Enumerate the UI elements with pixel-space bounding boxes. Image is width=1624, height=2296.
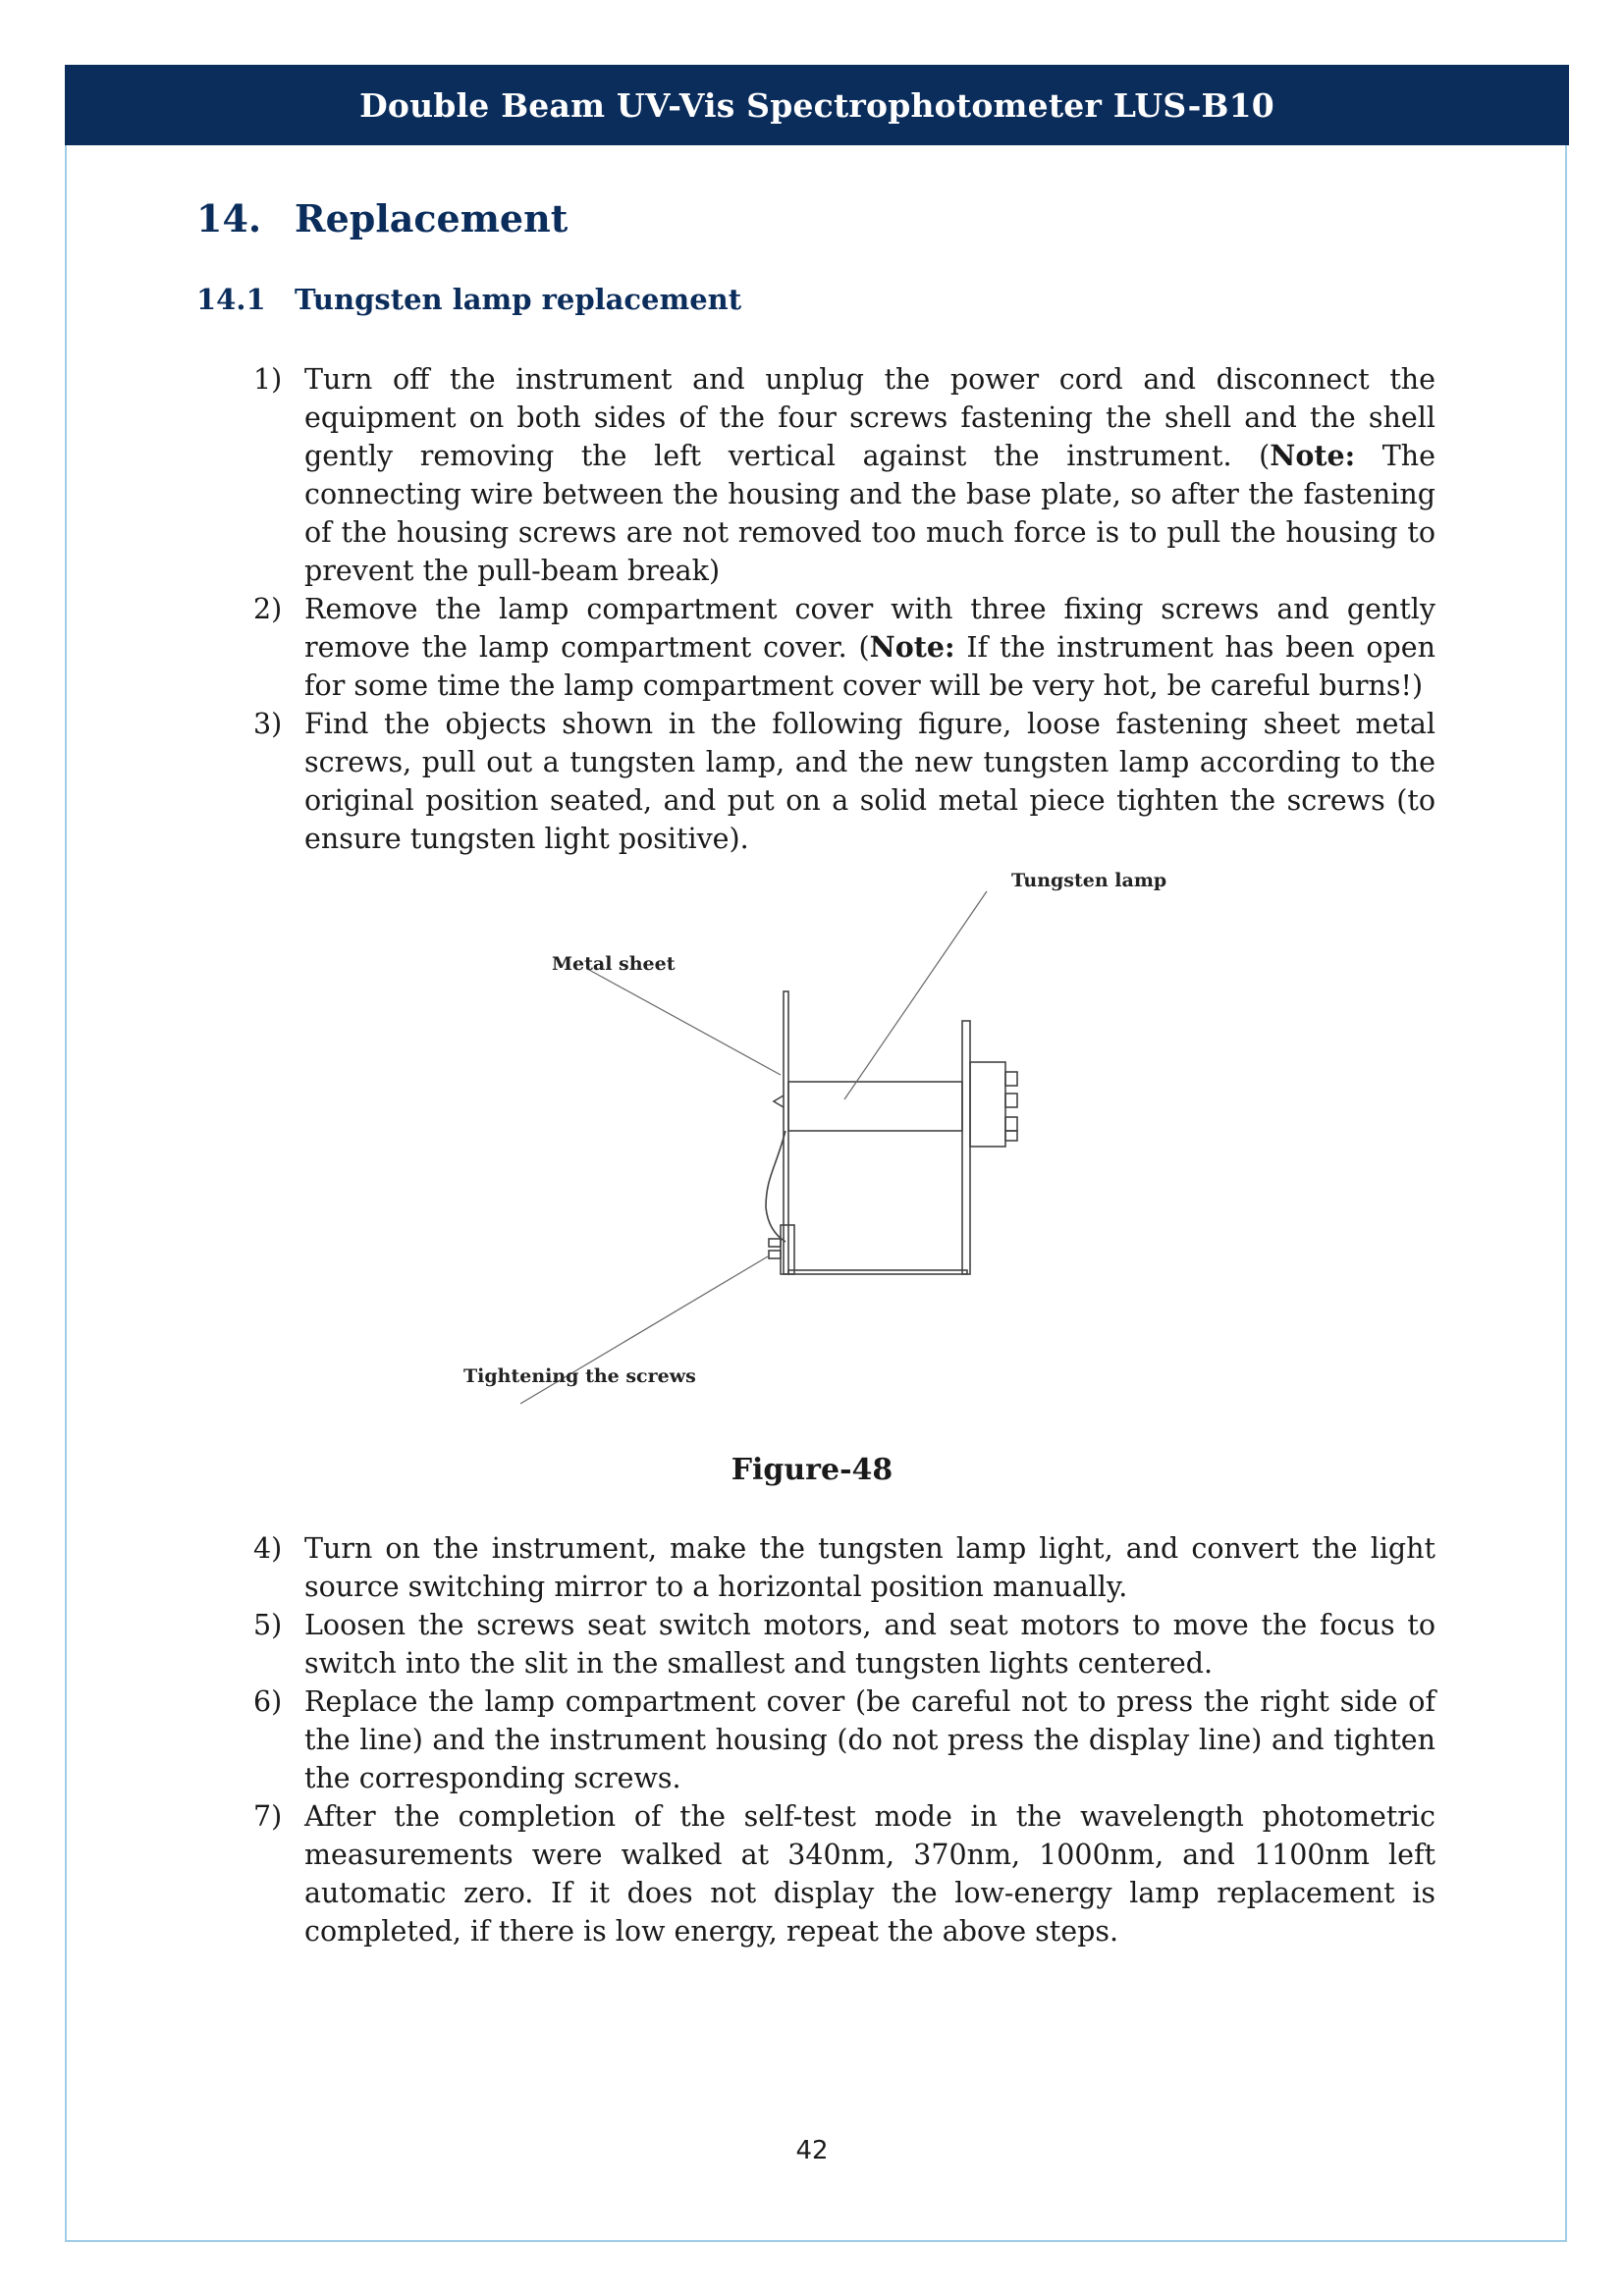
figure-caption: Figure-48 bbox=[731, 1453, 893, 1487]
label-tightening-screws: Tightening the screws bbox=[463, 1365, 696, 1387]
step-text: The connecting wire between the housing and the base plate, so after the fastening of the housing screws are not removed too much force is to pull the housing to prevent the pull-beam break) bbox=[304, 440, 1435, 587]
page-number: 42 bbox=[795, 2136, 829, 2165]
note-label: Note: bbox=[869, 630, 955, 664]
step-marker: 6) bbox=[253, 1685, 283, 1718]
section-title: Replacement bbox=[295, 196, 568, 240]
step-text: After the completion of the self-test mode in the wavelength photometric measurements were walked at 340nm, 370nm, 1000nm, and 1100nm left automatic zero. If it does not display the low-energy lamp replacement is completed, if there is low energy, repeat the above steps. bbox=[304, 1800, 1435, 1948]
step-marker: 1) bbox=[253, 363, 283, 396]
step-text: Loosen the screws seat switch motors, and seat motors to move the focus to switch into the slit in the smallest and tungsten lights centered. bbox=[304, 1609, 1435, 1680]
step-text: If the instrument has been open for some time the lamp compartment cover will be very hot, be careful burns!) bbox=[304, 631, 1435, 702]
step-item bbox=[253, 590, 1435, 705]
lamp-assembly-diagram bbox=[442, 854, 1208, 1423]
document-title: Double Beam UV-Vis Spectrophotometer LUS-B10 bbox=[359, 85, 1274, 125]
steps-list-part-2 bbox=[253, 1529, 1435, 1950]
step-item bbox=[253, 1606, 1435, 1682]
step-text: Remove the lamp compartment cover with three fixing screws and gently remove the lamp compartment cover. ( bbox=[304, 593, 1435, 664]
tungsten-lamp-shape bbox=[788, 1082, 962, 1131]
step-item bbox=[253, 1682, 1435, 1797]
step-marker: 3) bbox=[253, 708, 283, 740]
label-metal-sheet: Metal sheet bbox=[552, 953, 676, 975]
subsection-title: Tungsten lamp replacement bbox=[295, 283, 742, 316]
step-marker: 7) bbox=[253, 1800, 283, 1833]
step-item bbox=[253, 360, 1435, 590]
steps-list-part-1 bbox=[253, 360, 1435, 858]
step-marker: 4) bbox=[253, 1532, 283, 1565]
step-text: Turn on the instrument, make the tungsten lamp light, and convert the light source switching mirror to a horizontal position manually. bbox=[304, 1532, 1435, 1603]
label-tungsten-lamp: Tungsten lamp bbox=[1011, 870, 1167, 891]
step-item bbox=[253, 1797, 1435, 1950]
tungsten-lamp-figure bbox=[442, 854, 1208, 1423]
step-text: Replace the lamp compartment cover (be careful not to press the right side of the line) and the instrument housing (do not press the display line) and tighten the corresponding screws. bbox=[304, 1685, 1435, 1794]
step-marker: 2) bbox=[253, 593, 283, 625]
document-header bbox=[65, 65, 1569, 145]
step-text: Find the objects shown in the following figure, loose fastening sheet metal screws, pull out a tungsten lamp, and the new tungsten lamp according to the original position seated, and put on a solid metal piece tighten the screws (to ensure tungsten light positive). bbox=[304, 708, 1435, 855]
step-text: Turn off the instrument and unplug the power cord and disconnect the equipment on both sides of the four screws fastening the shell and the shell gently removing the left vertical against the instrument. ( bbox=[304, 363, 1435, 472]
section-heading bbox=[196, 196, 568, 240]
section-number: 14. bbox=[196, 196, 262, 240]
subsection-number: 14.1 bbox=[196, 283, 266, 316]
note-label: Note: bbox=[1270, 439, 1356, 472]
step-item bbox=[253, 1529, 1435, 1606]
subsection-heading bbox=[196, 283, 741, 316]
step-item bbox=[253, 705, 1435, 858]
step-marker: 5) bbox=[253, 1609, 283, 1641]
